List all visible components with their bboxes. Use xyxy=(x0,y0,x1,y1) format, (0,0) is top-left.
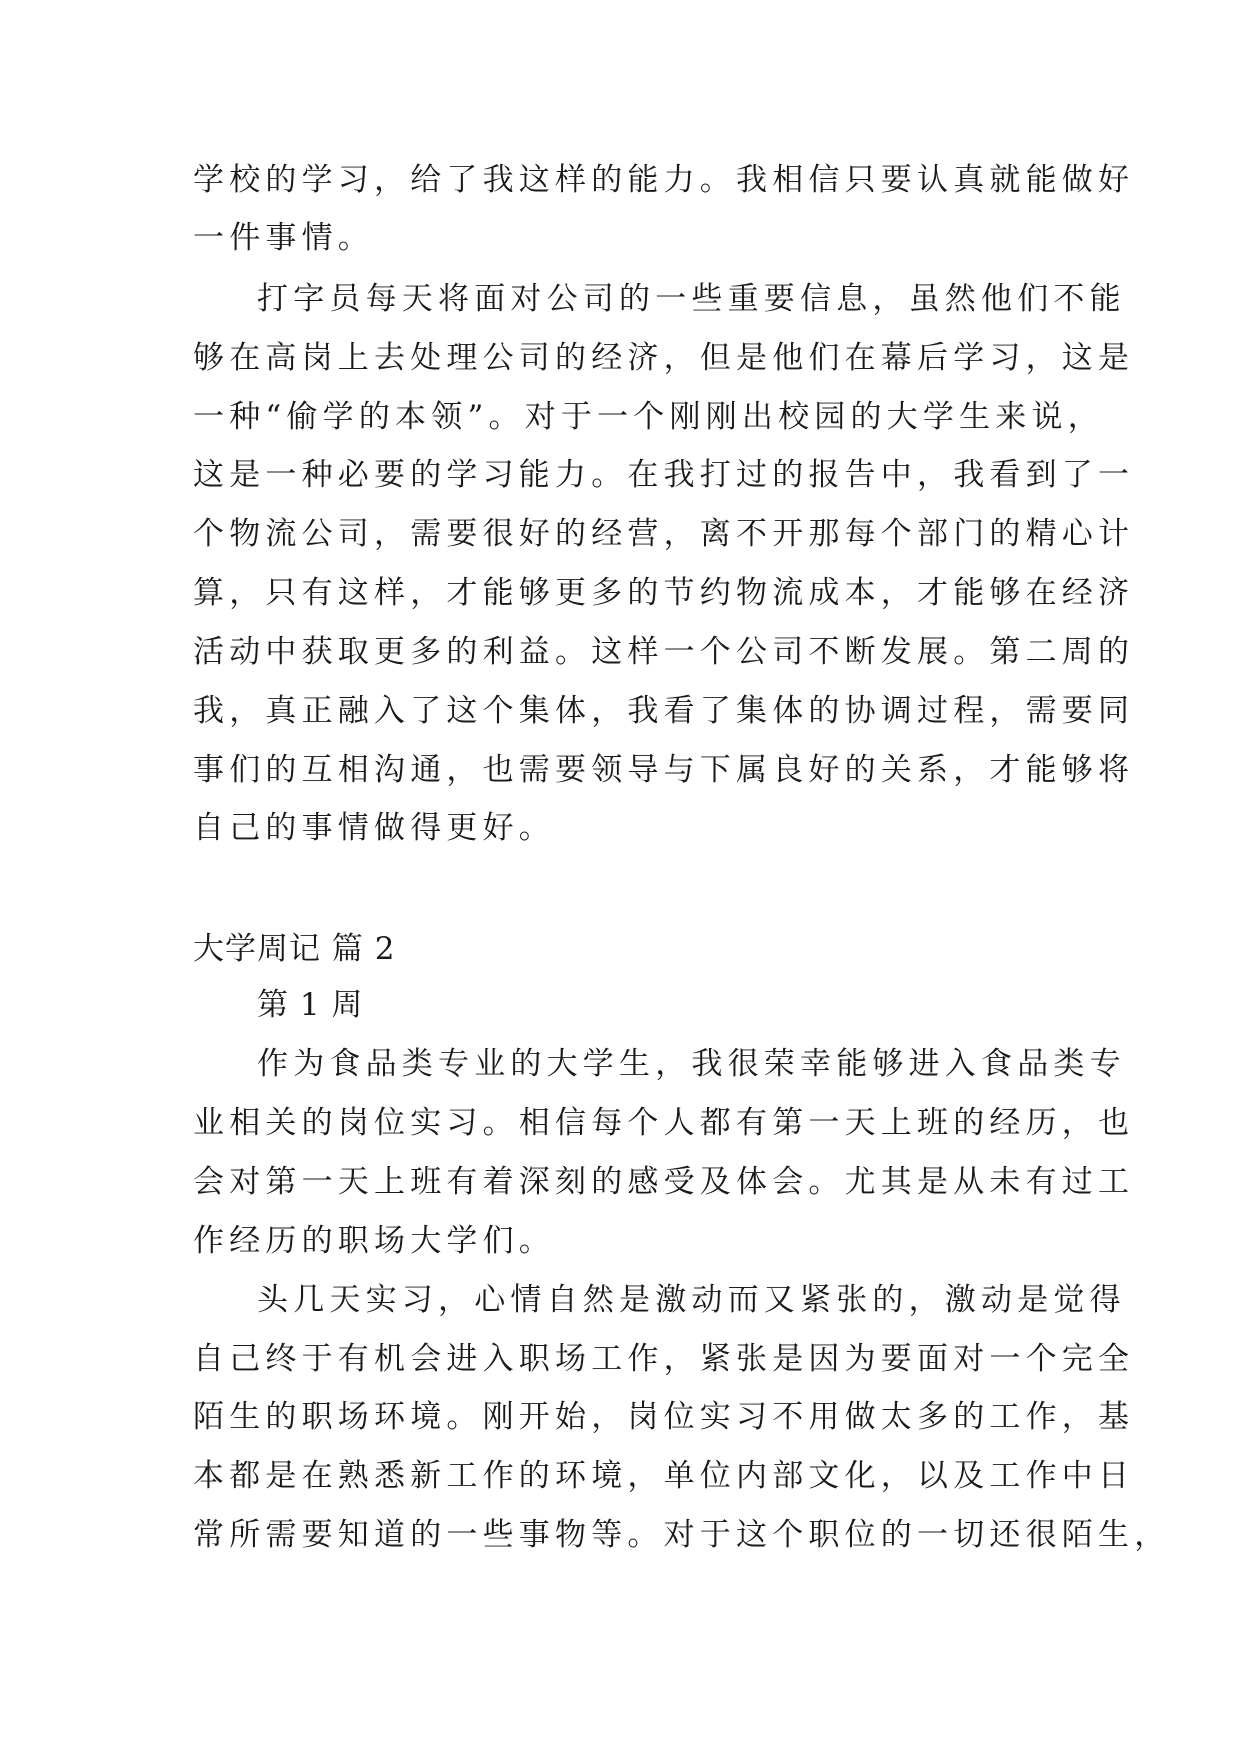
week-heading: 第 1 周 xyxy=(257,987,364,1023)
paragraph-line: 会对第一天上班有着深刻的感受及体会。尤其是从未有过工 xyxy=(193,1164,1135,1200)
paragraph-line: 一件事情。 xyxy=(193,220,374,256)
paragraph-line: 头几天实习，心情自然是激动而又紧张的，激动是觉得 xyxy=(257,1282,1126,1318)
paragraph-line: 个物流公司，需要很好的经营，离不开那每个部门的精心计 xyxy=(193,516,1135,552)
paragraph-line: 事们的互相沟通，也需要领导与下属良好的关系，才能够将 xyxy=(193,752,1135,788)
paragraph-line: 打字员每天将面对公司的一些重要信息，虽然他们不能 xyxy=(257,281,1126,317)
paragraph-line: 作为食品类专业的大学生，我很荣幸能够进入食品类专 xyxy=(257,1046,1126,1082)
paragraph-line: 陌生的职场环境。刚开始，岗位实习不用做太多的工作，基 xyxy=(193,1399,1135,1435)
paragraph-line: 自己的事情做得更好。 xyxy=(193,810,555,846)
paragraph-line: 算，只有这样，才能够更多的节约物流成本，才能够在经济 xyxy=(193,575,1135,611)
paragraph-line: 我，真正融入了这个集体，我看了集体的协调过程，需要同 xyxy=(193,693,1135,729)
paragraph-line: 作经历的职场大学们。 xyxy=(193,1223,555,1259)
paragraph-line: 本都是在熟悉新工作的环境，单位内部文化，以及工作中日 xyxy=(193,1458,1135,1494)
paragraph-line: 业相关的岗位实习。相信每个人都有第一天上班的经历，也 xyxy=(193,1105,1135,1141)
paragraph-line: 一种“偷学的本领”。对于一个刚刚出校园的大学生来说， xyxy=(193,399,1104,435)
paragraph-line: 常所需要知道的一些事物等。对于这个职位的一切还很陌生， xyxy=(193,1517,1171,1553)
section-heading: 大学周记 篇 2 xyxy=(193,931,396,967)
paragraph-line: 活动中获取更多的利益。这样一个公司不断发展。第二周的 xyxy=(193,634,1135,670)
paragraph-line: 自己终于有机会进入职场工作，紧张是因为要面对一个完全 xyxy=(193,1341,1135,1377)
paragraph-line: 这是一种必要的学习能力。在我打过的报告中，我看到了一 xyxy=(193,457,1135,493)
paragraph-line: 学校的学习，给了我这样的能力。我相信只要认真就能做好 xyxy=(193,162,1135,198)
paragraph-line: 够在高岗上去处理公司的经济，但是他们在幕后学习，这是 xyxy=(193,340,1135,376)
